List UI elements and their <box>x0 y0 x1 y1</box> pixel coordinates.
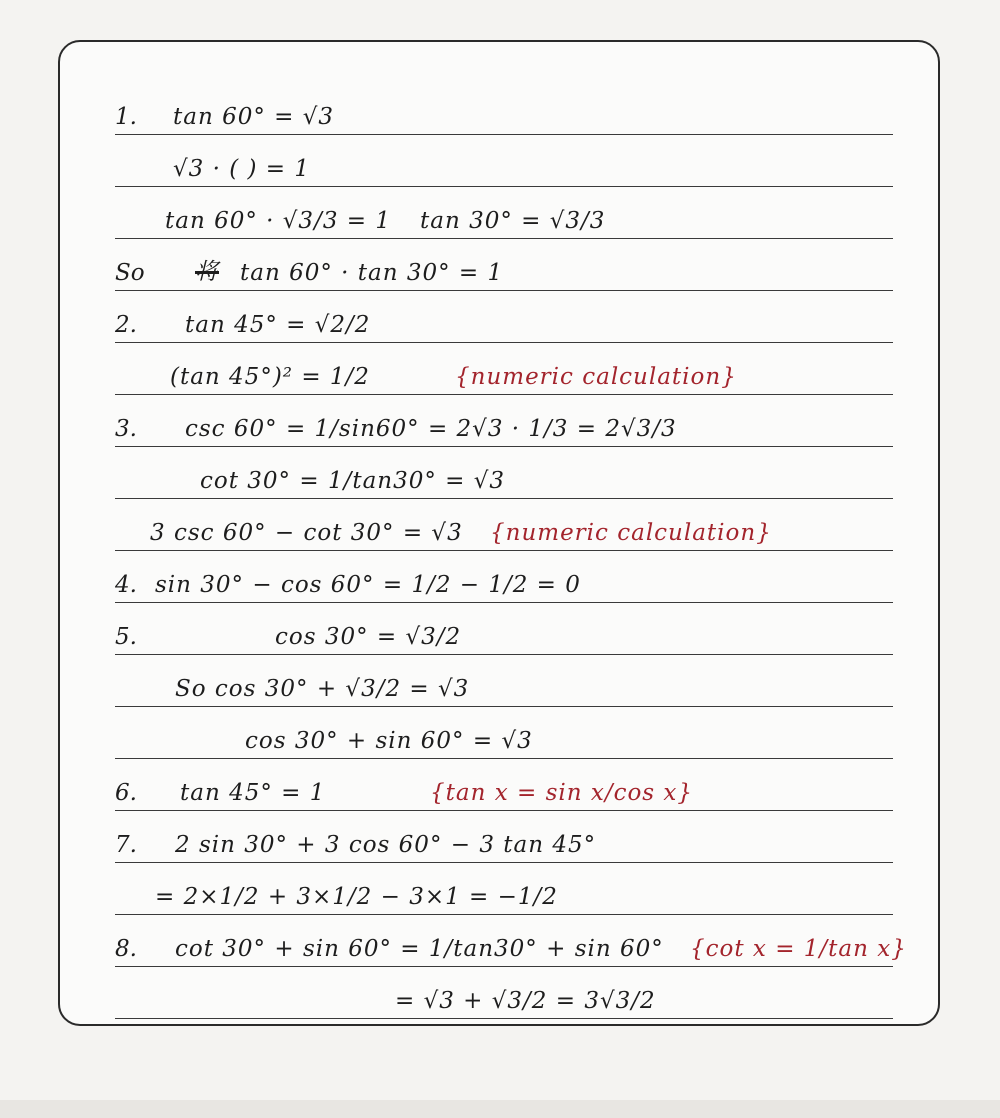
item-number: 6. <box>115 780 137 806</box>
line-6 <box>115 342 893 395</box>
line-3 <box>115 186 893 239</box>
line-18 <box>115 966 893 1019</box>
item-number: 3. <box>115 416 137 442</box>
item-label-so: So <box>115 260 145 286</box>
equation: (tan 45°)² = 1/2 <box>170 364 370 390</box>
line-1 <box>115 82 893 135</box>
line-15 <box>115 810 893 863</box>
equation: √3 · ( ) = 1 <box>173 156 311 182</box>
equation: cos 30° + sin 60° = √3 <box>245 728 533 754</box>
struck-character: 将 <box>195 259 219 285</box>
equation: = √3 + √3/2 = 3√3/2 <box>395 988 656 1014</box>
equation: tan 45° = 1 <box>180 780 326 806</box>
equation: cot 30° = 1/tan30° = √3 <box>200 468 506 494</box>
item-number: 5. <box>115 624 137 650</box>
item-number: 7. <box>115 832 137 858</box>
line-4 <box>115 238 893 291</box>
equation: sin 30° − cos 60° = 1/2 − 1/2 = 0 <box>155 572 581 598</box>
equation: tan 60° = √3 <box>173 104 335 130</box>
line-5 <box>115 290 893 343</box>
equation: cos 30° = √3/2 <box>275 624 462 650</box>
item-number: 2. <box>115 312 137 338</box>
equation: tan 30° = √3/3 <box>420 208 606 234</box>
equation: So cos 30° + √3/2 = √3 <box>175 676 470 702</box>
line-12 <box>115 654 893 707</box>
item-number: 4. <box>115 572 137 598</box>
annotation: {numeric calculation} <box>490 520 772 546</box>
notebook-card <box>58 40 940 1026</box>
line-17 <box>115 914 907 967</box>
equation: cot 30° + sin 60° = 1/tan30° + sin 60° <box>175 936 664 962</box>
line-7 <box>115 394 893 447</box>
equation: tan 45° = √2/2 <box>185 312 371 338</box>
item-number: 8. <box>115 936 137 962</box>
annotation: {tan x = sin x/cos x} <box>430 780 694 806</box>
line-13 <box>115 706 893 759</box>
annotation: {cot x = 1/tan x} <box>690 936 907 962</box>
background-edge <box>0 1100 1000 1118</box>
line-9 <box>115 498 893 551</box>
item-number: 1. <box>115 104 137 130</box>
line-11 <box>115 602 893 655</box>
line-10 <box>115 550 893 603</box>
line-2 <box>115 134 893 187</box>
line-16 <box>115 862 893 915</box>
line-8 <box>115 446 893 499</box>
equation: tan 60° · tan 30° = 1 <box>240 260 504 286</box>
annotation: {numeric calculation} <box>455 364 737 390</box>
equation: tan 60° · √3/3 = 1 <box>165 208 391 234</box>
equation: = 2×1/2 + 3×1/2 − 3×1 = −1/2 <box>155 884 558 910</box>
equation: 3 csc 60° − cot 30° = √3 <box>150 520 463 546</box>
line-14 <box>115 758 893 811</box>
equation: 2 sin 30° + 3 cos 60° − 3 tan 45° <box>175 832 597 858</box>
equation: csc 60° = 1/sin60° = 2√3 · 1/3 = 2√3/3 <box>185 416 677 442</box>
